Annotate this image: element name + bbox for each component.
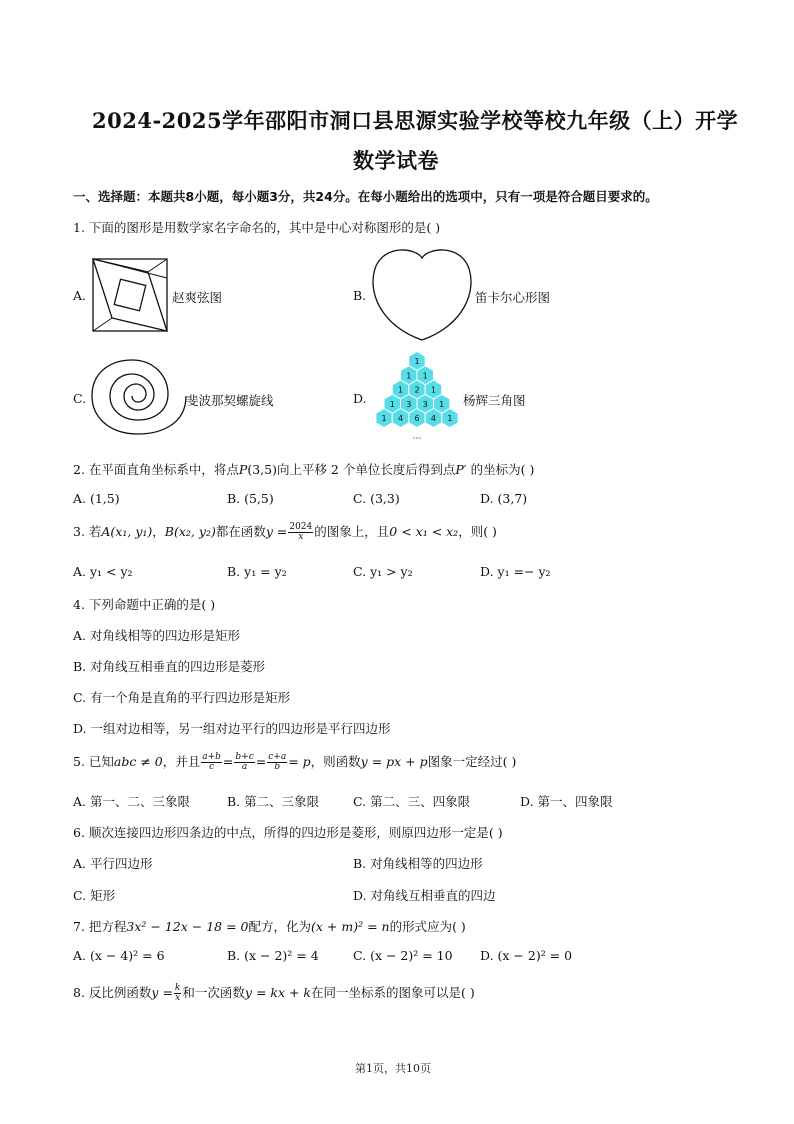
q5-option-b: B. 第二、三象限: [227, 794, 320, 809]
pascal-cell-value: 3: [422, 399, 428, 409]
q7-option-a: A. (x − 4)² = 6: [73, 948, 165, 963]
pascal-cell-value: 1: [397, 385, 404, 395]
q6-option-b: B. 对角线相等的四边形: [353, 856, 483, 871]
pascal-ellipsis: …: [412, 431, 422, 442]
q7-option-b: B. (x − 2)² = 4: [227, 948, 319, 963]
pascal-cell-value: 6: [414, 414, 420, 423]
pascal-cell-value: 1: [447, 414, 453, 423]
pascal-cell-value: 4: [397, 414, 404, 423]
q6-option-c: C. 矩形: [73, 888, 116, 903]
page-title-line1: 2024-2025学年邵阳市洞口县思源实验学校等校九年级（上）开学: [92, 108, 739, 133]
q1-option-a-letter: A.: [73, 288, 87, 303]
pascal-cell-value: 1: [381, 414, 387, 423]
q2-option-d: D. (3,7): [480, 491, 528, 506]
q1-option-a-label: 赵爽弦图: [172, 290, 223, 305]
q5-option-d: D. 第一、四象限: [520, 794, 613, 809]
pascal-cell-value: 1: [414, 357, 420, 366]
pascal-cell-value: 1: [422, 371, 428, 381]
question-6-stem: 6. 顺次连接四边形四条边的中点，所得的四边形是菱形，则原四边形一定是( ): [73, 825, 503, 840]
q1-option-d-label: 杨辉三角图: [463, 393, 526, 408]
q1-option-d-letter: D.: [353, 391, 367, 406]
pascal-cell-value: 1: [406, 371, 412, 381]
fibonacci-spiral-diagram: [88, 356, 188, 436]
pascal-triangle-diagram: [372, 350, 462, 446]
question-3-stem: 3. 若A(x₁, y₁)，B(x₂, y₂)都在函数y = $\frac{2024}{x}$ 的图象上，且0 < x₁ < x₂，则( ): [73, 522, 497, 542]
section-header: 一、选择题：本题共8小题，每小题3分，共24分。在每小题给出的选项中，只有一项是符合题目要求的。: [73, 189, 658, 204]
q6-option-a: A. 平行四边形: [73, 856, 153, 871]
q1-option-b-label: 笛卡尔心形图: [475, 290, 551, 305]
q1-option-c-letter: C.: [73, 391, 87, 406]
q5-option-a: A. 第一、二、三象限: [73, 794, 190, 809]
q2-option-c: C. (3,3): [353, 491, 400, 506]
q3-option-c: C. y₁ > y₂: [353, 564, 413, 579]
page-footer: 第1页，共10页: [355, 1062, 431, 1075]
q6-option-d: D. 对角线互相垂直的四边: [353, 888, 496, 903]
question-1-stem: 1. 下面的图形是用数学家名字命名的，其中是中心对称图形的是( ): [73, 220, 441, 235]
q1-option-b-letter: B.: [353, 288, 367, 303]
question-7-stem: 7. 把方程3x² − 12x − 18 = 0配方，化为(x + m)² = n的形式应为( ): [73, 919, 466, 934]
pascal-cell-value: 1: [389, 399, 395, 409]
q2-option-a: A. (1,5): [73, 491, 120, 506]
question-2-stem: 2. 在平面直角坐标系中，将点P(3,5)向上平移 2 个单位长度后得到点P′ 的坐标为( ): [73, 462, 535, 477]
pascal-cell-value: 4: [430, 414, 437, 423]
q7-option-c: C. (x − 2)² = 10: [353, 948, 453, 963]
q3-option-a: A. y₁ < y₂: [73, 564, 133, 579]
q5-option-c: C. 第二、三、四象限: [353, 794, 471, 809]
pascal-cell-value: 1: [439, 399, 445, 409]
question-4-stem: 4. 下列命题中正确的是( ): [73, 597, 216, 612]
q4-option-d: D. 一组对边相等，另一组对边平行的四边形是平行四边形: [73, 721, 391, 736]
zhao-shuang-string-diagram: [90, 256, 170, 334]
q3-option-b: B. y₁ = y₂: [227, 564, 287, 579]
pascal-cell-value: 3: [406, 399, 412, 409]
question-5-stem: 5. 已知abc ≠ 0，并且 $\frac{a+b}{c}$ = $\frac{b+c}{a}$ = $\frac{c+a}{b}$ = p，则函数y = px + p图象一定经过( ): [73, 752, 517, 772]
q4-option-b: B. 对角线互相垂直的四边形是菱形: [73, 659, 266, 674]
q7-option-d: D. (x − 2)² = 0: [480, 948, 573, 963]
question-8-stem: 8. 反比例函数y = $\frac{k}{x}$ 和一次函数y = kx + k在同一坐标系的图象可以是( ): [73, 983, 475, 1003]
pascal-cell-value: 1: [430, 385, 437, 395]
cardioid-diagram: [368, 246, 476, 344]
q3-option-d: D. y₁ =− y₂: [480, 564, 551, 579]
q2-option-b: B. (5,5): [227, 491, 274, 506]
q4-option-a: A. 对角线相等的四边形是矩形: [73, 628, 240, 643]
q1-option-c-label: 斐波那契螺旋线: [186, 393, 274, 408]
pascal-cell-value: 2: [414, 385, 420, 395]
q4-option-c: C. 有一个角是直角的平行四边形是矩形: [73, 690, 291, 705]
page-title-line2: 数学试卷: [353, 148, 439, 173]
